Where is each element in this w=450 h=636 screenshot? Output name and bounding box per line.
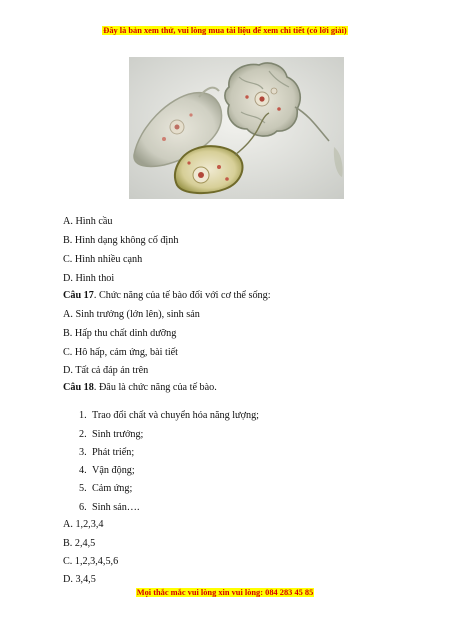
- q17-option-b: B. Hấp thu chất dinh dưỡng: [63, 328, 177, 339]
- q18-question: [63, 381, 217, 394]
- amoeba-illustration: [129, 57, 344, 199]
- q17-option-a: A. Sinh trưởng (lớn lên), sinh sản: [63, 309, 200, 320]
- q18-list-number: 4.: [79, 465, 87, 476]
- preview-banner: Đây là bản xem thử, vui lòng mua tài liệu để xem chi tiết (có lời giải): [103, 26, 347, 35]
- contact-banner: Mọi thắc mắc vui lòng xin vui lòng: 084 283 45 85: [136, 588, 314, 597]
- q18-list-item: Vận động;: [92, 465, 135, 476]
- q18-list-item: Sinh sản….: [92, 502, 140, 513]
- q18-option-b: B. 2,4,5: [63, 538, 96, 549]
- q18-list-item: Cảm ứng;: [92, 483, 133, 494]
- q17-text: . Chức năng của tế bào đối với cơ thể sống:: [93, 290, 271, 301]
- q18-text: . Đâu là chức năng của tế bào.: [93, 382, 217, 393]
- q18-list-item: Phát triển;: [92, 447, 135, 458]
- q16-option-b: B. Hình dạng không cố định: [63, 235, 179, 246]
- q18-label: Câu 18: [63, 382, 94, 393]
- q18-list-number: 5.: [79, 483, 87, 494]
- q18-list-number: 3.: [79, 447, 87, 458]
- q17-option-c: C. Hô hấp, cảm ứng, bài tiết: [63, 347, 179, 358]
- q18-list-item: Trao đổi chất và chuyển hóa năng lượng;: [92, 410, 259, 421]
- q17-question: [63, 289, 271, 302]
- q17-label: Câu 17: [63, 290, 94, 301]
- q18-list-number: 6.: [79, 502, 87, 513]
- q18-option-d: D. 3,4,5: [63, 574, 96, 585]
- q18-list-item: Sinh trưởng;: [92, 429, 144, 440]
- q18-list-number: 1.: [79, 410, 87, 421]
- q16-option-c: C. Hình nhiều cạnh: [63, 254, 143, 265]
- q17-option-d: D. Tất cả đáp án trên: [63, 365, 149, 376]
- q16-option-d: D. Hình thoi: [63, 273, 115, 284]
- q18-option-a: A. 1,2,3,4: [63, 519, 104, 530]
- q16-option-a: A. Hình cầu: [63, 216, 113, 227]
- q18-list-number: 2.: [79, 429, 87, 440]
- q18-option-c: C. 1,2,3,4,5,6: [63, 556, 119, 567]
